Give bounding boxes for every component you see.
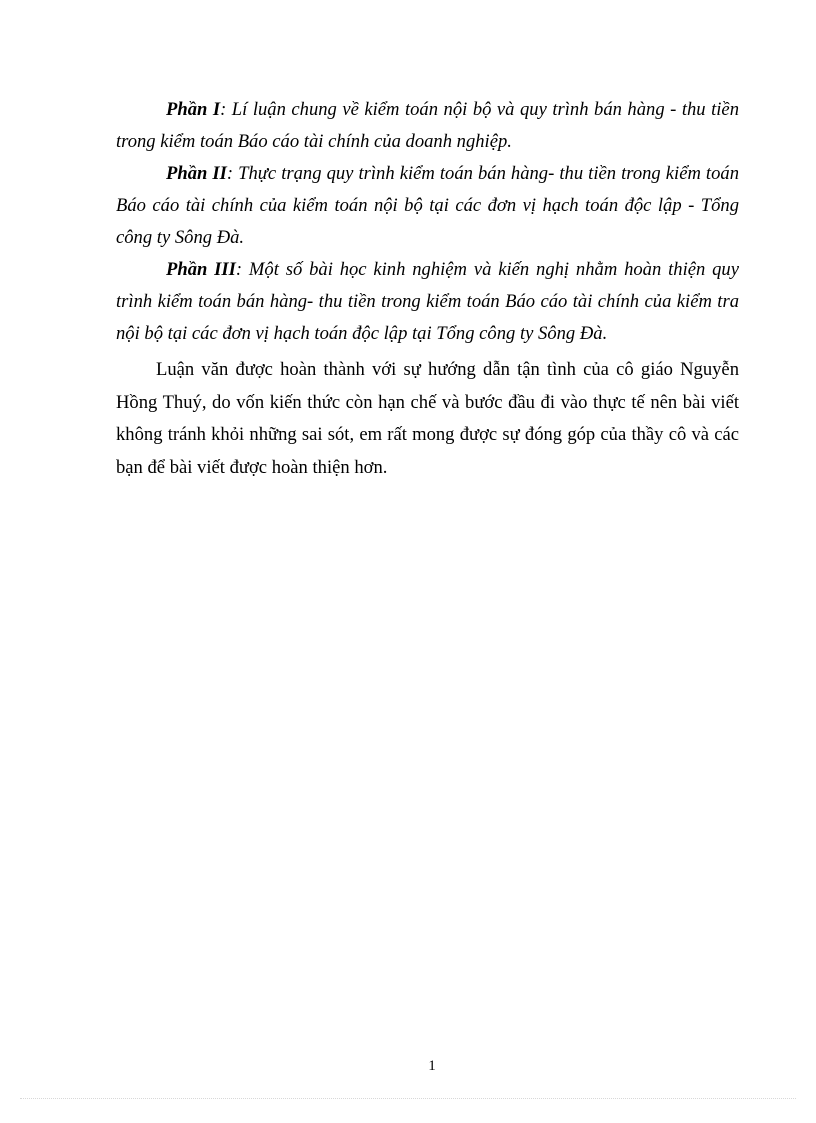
page-number: 1 bbox=[428, 1058, 436, 1074]
part-2-text: : Thực trạng quy trình kiểm toán bán hàng- thu tiền trong kiểm toán Báo cáo tài chính của kiểm toán nội bộ tại các đơn vị hạch toán độc lập - Tổng công ty Sông Đà. bbox=[116, 163, 739, 248]
part-1-text: : Lí luận chung về kiểm toán nội bộ và quy trình bán hàng - thu tiền trong kiểm toán Báo cáo tài chính của doanh nghiệp. bbox=[116, 99, 739, 152]
page-bottom-divider bbox=[20, 1098, 796, 1099]
part-3-label: Phần III bbox=[166, 259, 236, 280]
page-content bbox=[116, 94, 739, 484]
part-1-label: Phần I bbox=[166, 99, 221, 120]
part-3-paragraph bbox=[116, 254, 739, 350]
part-3-text: : Một số bài học kinh nghiệm và kiến nghị nhằm hoàn thiện quy trình kiểm toán bán hàng- thu tiền trong kiểm toán Báo cáo tài chính của kiểm tra nội bộ tại các đơn vị hạch toán độc lập tại Tổng công ty Sông Đà. bbox=[116, 259, 739, 344]
part-1-paragraph bbox=[116, 94, 739, 158]
part-2-paragraph bbox=[116, 158, 739, 254]
closing-paragraph: Luận văn được hoàn thành với sự hướng dẫn tận tình của cô giáo Nguyễn Hồng Thuý, do vốn kiến thức còn hạn chế và bước đầu đi vào thực tế nên bài viết không tránh khỏi những sai sót, em rất mong được sự đóng góp của thầy cô và các bạn để bài viết được hoàn thiện hơn. bbox=[116, 359, 739, 478]
part-2-label: Phần II bbox=[166, 163, 227, 184]
